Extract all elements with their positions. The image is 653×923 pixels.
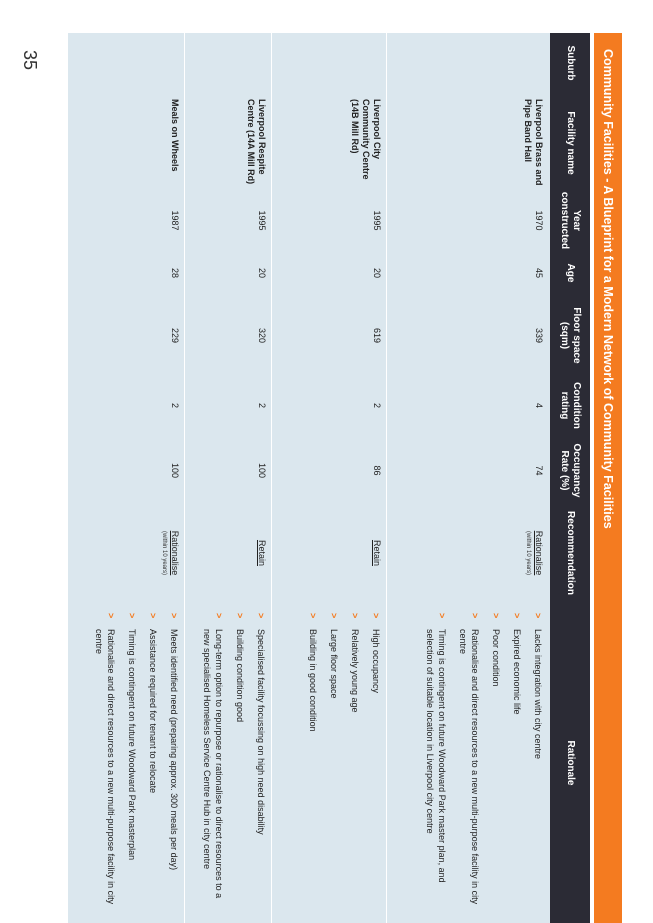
header-year-constructed: Year constructed	[559, 191, 582, 250]
recommendation-label: Retain	[372, 539, 382, 566]
list-item: > Specialised facility focussing on high need disability	[256, 613, 266, 835]
chevron-right-icon: >	[106, 613, 116, 619]
facility-name: Liverpool Respite Centre (14A Mill Rd)	[246, 99, 267, 185]
year-constructed: 1970	[534, 210, 544, 231]
occupancy-rate: 86	[372, 465, 382, 476]
recommendation-label: Rationalise	[534, 530, 544, 576]
recommendation-note: (within 10 years)	[161, 530, 167, 575]
list-item: > Assistance required for tenant to relocate	[148, 613, 158, 794]
facility-name: Liverpool City Community Centre (14B Mill Rd)	[350, 99, 382, 180]
condition-rating: 2	[257, 402, 267, 408]
list-item: > Expired economic life	[512, 613, 522, 715]
list-item: > Poor condition	[491, 613, 501, 687]
recommendation	[371, 503, 382, 603]
row-divider	[184, 33, 185, 923]
list-item: > Long-term option to repurpose or rationalise to direct resources to a new specialised Homeless Service Centre Hub in city centre	[202, 613, 224, 899]
chevron-right-icon: >	[512, 613, 522, 619]
age: 20	[257, 267, 267, 278]
condition-rating: 2	[170, 402, 180, 408]
chevron-right-icon: >	[491, 613, 501, 619]
facility-name: Liverpool Brass and Pipe Band Hall	[523, 99, 544, 186]
header-age: Age	[565, 263, 576, 283]
age: 20	[372, 267, 382, 278]
chevron-right-icon: >	[235, 613, 245, 619]
list-item: > Rationalise and direct resources to a new multi-purpose facility in city centre	[94, 613, 116, 905]
header-rationale: Rationale	[565, 740, 576, 786]
year-constructed: 1995	[257, 210, 267, 231]
header-recommendation: Recommendation	[565, 511, 576, 595]
rationale-list	[84, 613, 180, 913]
header-occupancy-rate: Occupancy Rate (%)	[559, 443, 582, 498]
list-item: > Building in good condition	[308, 613, 318, 732]
recommendation	[256, 503, 267, 603]
condition-rating: 2	[372, 402, 382, 408]
recommendation	[158, 503, 180, 603]
rationale-list	[415, 613, 544, 913]
age: 45	[534, 267, 544, 278]
rotated-page	[66, 33, 622, 923]
chevron-right-icon: >	[350, 613, 360, 619]
chevron-right-icon: >	[470, 613, 480, 619]
floor-space: 339	[534, 327, 544, 344]
recommendation	[522, 503, 544, 603]
chevron-right-icon: >	[371, 613, 381, 619]
chevron-right-icon: >	[256, 613, 266, 619]
facility-name: Meals on Wheels	[170, 99, 180, 172]
list-item: > Meets identified need (preparing approx. 300 meals per day)	[169, 613, 179, 871]
floor-space: 229	[170, 327, 180, 344]
age: 28	[170, 267, 180, 278]
year-constructed: 1995	[372, 210, 382, 231]
floor-space: 320	[257, 327, 267, 344]
recommendation-note: (within 10 years)	[525, 530, 531, 575]
occupancy-rate: 74	[534, 465, 544, 476]
chevron-right-icon: >	[127, 613, 137, 619]
list-item: > Timing is contingent on future Woodward Park masterplan	[127, 613, 137, 861]
chevron-right-icon: >	[308, 613, 318, 619]
recommendation-label: Rationalise	[170, 530, 180, 576]
chevron-right-icon: >	[148, 613, 158, 619]
facilities-table	[68, 33, 590, 923]
chevron-right-icon: >	[329, 613, 339, 619]
row-divider	[386, 33, 387, 923]
condition-rating: 4	[534, 402, 544, 408]
page-number: 35	[20, 50, 40, 71]
header-condition-rating: Condition rating	[559, 382, 582, 429]
page-banner-title: Community Facilities - A Blueprint for a Modern Network of Community Facilities	[594, 33, 622, 923]
list-item: > Lacks integration with city centre	[533, 613, 543, 760]
chevron-right-icon: >	[169, 613, 179, 619]
list-item: > High occupancy	[371, 613, 381, 694]
list-item: > Timing is contingent on future Woodward Park master plan, and selection of suitable location in Liverpool city centre	[425, 613, 447, 883]
list-item: > Building condition good	[235, 613, 245, 723]
header-floor-space: Floor space (sqm)	[559, 307, 582, 364]
occupancy-rate: 100	[170, 462, 180, 479]
header-suburb: Suburb	[565, 45, 576, 81]
list-item: > Rationalise and direct resources to a new multi-purpose facility in city centre	[458, 613, 480, 905]
header-facility-name: Facility name	[565, 111, 576, 175]
rationale-list	[298, 613, 382, 913]
table-header	[550, 33, 590, 923]
list-item: > Relatively young age	[350, 613, 360, 713]
year-constructed: 1987	[170, 210, 180, 231]
floor-space: 619	[372, 327, 382, 344]
row-divider	[271, 33, 272, 923]
chevron-right-icon: >	[533, 613, 543, 619]
chevron-right-icon: >	[214, 613, 224, 619]
chevron-right-icon: >	[437, 613, 447, 619]
list-item: > Large floor space	[329, 613, 339, 699]
recommendation-label: Retain	[257, 539, 267, 566]
occupancy-rate: 100	[257, 462, 267, 479]
rationale-list	[192, 613, 267, 913]
